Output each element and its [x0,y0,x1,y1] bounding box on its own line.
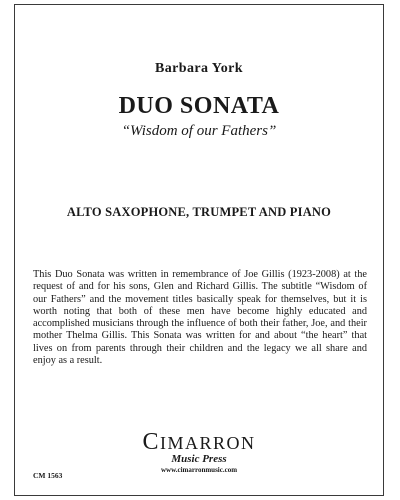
publisher-logo-wordmark [15,429,383,455]
instrumentation: ALTO SAXOPHONE, TRUMPET AND PIANO [66,205,332,219]
publisher-logo-subtitle: Music Press [171,453,227,465]
work-subtitle: “Wisdom of our Fathers” [121,123,277,139]
publisher-logo-initial: C [142,429,160,455]
catalog-number: CM 1563 [33,471,63,480]
program-note: This Duo Sonata was written in remembrance of Joe Gillis (1923-2008) at the request of and for his sons, Glen and Richard Gillis. The subtitle “Wisdom of our Fathers” and the movement titles basically speak for themselves, but it is worth noting that both of these men have become highly educated and accomplished musicians through the influence of both their father, Joe, and their mother Thelma Gillis. This Sonata was written for and about “the heart” that lives on from parents through their children and the legacy we all share and enjoy as a result. [33,269,367,367]
score-cover [14,4,384,496]
composer-name: Barbara York [155,61,243,76]
publisher-logo-rest: IMARRON [160,433,256,453]
work-title: DUO SONATA [118,93,280,119]
publisher-url: www.cimarronmusic.com [160,466,238,474]
publisher-logo [15,429,383,474]
